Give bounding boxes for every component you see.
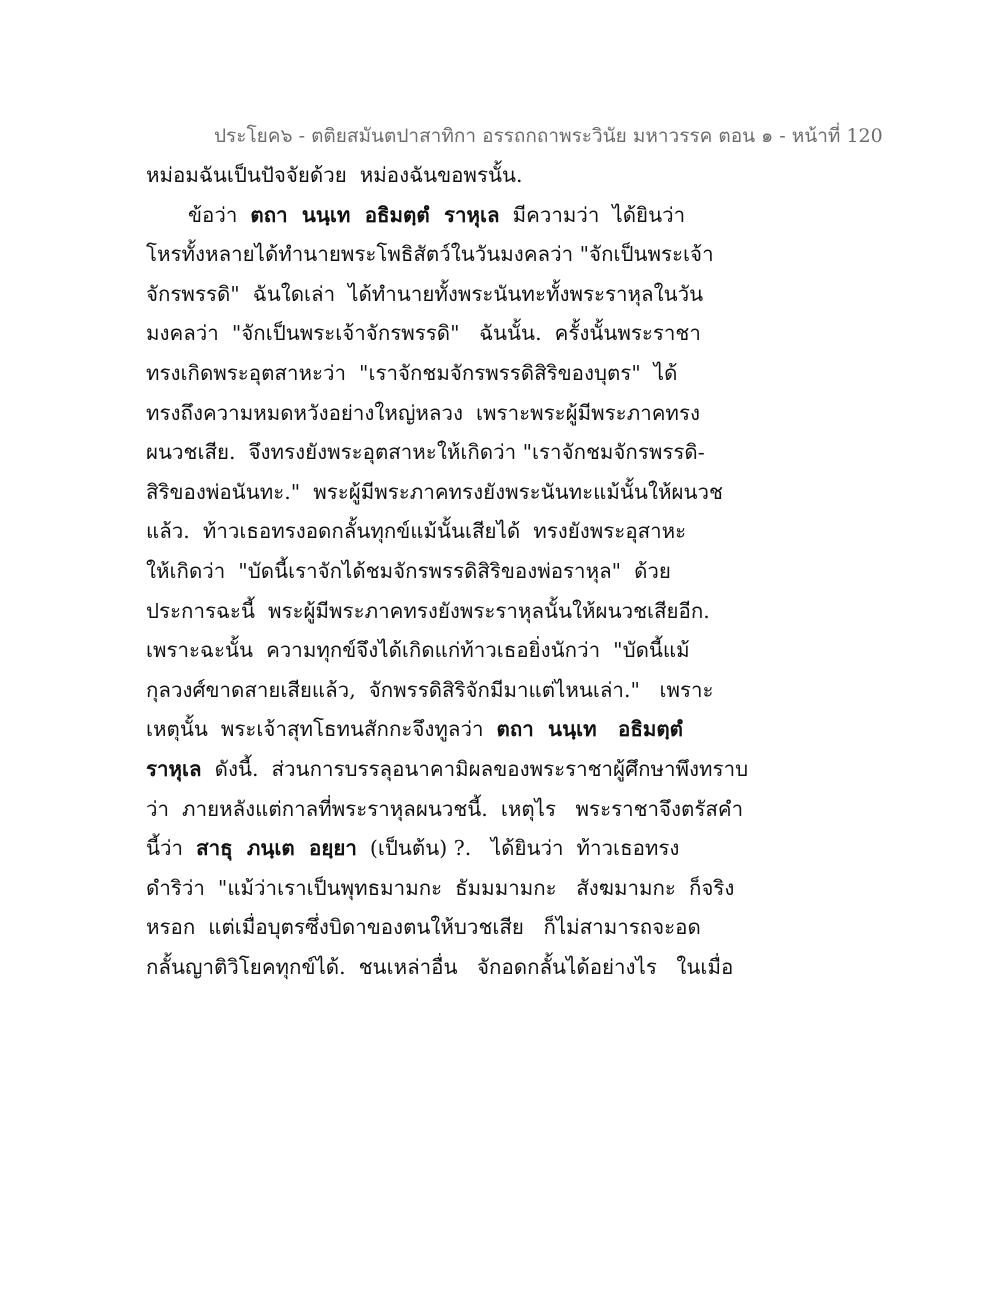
text-segment: มงคลว่า "จักเป็นพระเจ้าจักรพรรดิ" ฉันนั้น. ครั้งนั้นพระราชา [146,321,701,346]
text-segment: เพราะฉะนั้น ความทุกข์จึงได้เกิดแก่ท้าวเธอยิ่งนักว่า "บัดนี้แม้ [146,638,690,663]
text-line [146,908,846,948]
text-line [146,790,846,830]
text-line [146,156,846,196]
text-line [146,275,846,315]
text-line [146,235,846,275]
pali-term: ตถา นนฺเท อธิมตฺตํ [496,717,683,742]
text-segment: กลั้นญาติวิโยคทุกข์ได้. ชนเหล่าอื่น จักอดกลั้นได้อย่างไร ในเมื่อ [146,954,734,979]
text-segment: ให้เกิดว่า "บัดนี้เราจักได้ชมจักรพรรดิสิริของพ่อราหุล" ด้วย [146,558,671,583]
text-line [146,671,846,711]
text-segment: ทรงเกิดพระอุตสาหะว่า "เราจักชมจักรพรรดิสิริของบุตร" ได้ [146,360,678,385]
text-line [146,592,846,632]
text-line [146,552,846,592]
text-segment: สิริของพ่อนันทะ." พระผู้มีพระภาคทรงยังพระนันทะแม้นั้นให้ผนวช [146,479,723,504]
text-line [146,354,846,394]
text-line [146,869,846,909]
text-segment: โหรทั้งหลายได้ทำนายพระโพธิสัตว์ในวันมงคลว่า "จักเป็นพระเจ้า [146,242,714,267]
text-segment: ข้อว่า [188,202,251,227]
pali-term: ราหุเล [146,756,202,781]
text-line [146,710,846,750]
text-segment: หม่อมฉันเป็นปัจจัยด้วย หม่องฉันขอพรนั้น. [146,163,523,187]
running-header: ประโยค๖ - ตติยสมันตปาสาทิกา อรรถกถาพระวินัย มหาวรรค ตอน ๑ - หน้าที่ 120 [214,125,883,147]
text-segment: มีความว่า ได้ยินว่า [499,202,686,227]
text-segment: จักรพรรดิ" ฉันใดเล่า ได้ทำนายทั้งพระนันทะทั้งพระราหุลในวัน [146,281,704,306]
text-line [146,473,846,513]
text-line [146,829,846,869]
pali-term: สาธุ ภนฺเต อยฺยา [196,836,357,861]
text-segment: ทรงถึงความหมดหวังอย่างใหญ่หลวง เพราะพระผู้มีพระภาคทรง [146,400,700,425]
text-segment: ประการฉะนี้ พระผู้มีพระภาคทรงยังพระราหุลนั้นให้ผนวชเสียอีก. [146,598,710,623]
text-segment: เหตุนั้น พระเจ้าสุทโธทนสักกะจึงทูลว่า [146,717,497,742]
body-text [146,156,846,987]
text-segment: หรอก แต่เมื่อบุตรซึ่งบิดาของตนให้บวชเสีย ก็ไม่สามารถจะอด [146,915,701,940]
text-segment: ว่า ภายหลังแต่กาลที่พระราหุลผนวชนี้. เหตุไร พระราชาจึงตรัสคำ [146,796,744,821]
text-segment: ดำริว่า "แม้ว่าเราเป็นพุทธมามกะ ธัมมมามกะ สังฆมามกะ ก็จริง [146,875,735,900]
text-line [146,394,846,434]
pali-term: ตถา นนฺเท อธิมตฺตํ ราหุเล [250,202,500,227]
text-line [146,196,846,236]
text-line [146,512,846,552]
text-line [146,750,846,790]
text-line [146,948,846,988]
text-line [146,631,846,671]
text-segment: นี้ว่า [146,836,197,861]
text-segment: กุลวงศ์ขาดสายเสียแล้ว, จักพรรดิสิริจักมีมาแต่ไหนเล่า." เพราะ [146,677,714,702]
text-line [146,314,846,354]
text-segment: ดังนี้. ส่วนการบรรลุอนาคามิผลของพระราชาผู้ศึกษาพึงทราบ [201,756,749,781]
text-segment: แล้ว. ท้าวเธอทรงอดกลั้นทุกข์แม้นั้นเสียได้ ทรงยังพระอุสาหะ [146,519,687,544]
text-segment: ผนวชเสีย. จึงทรงยังพระอุตสาหะให้เกิดว่า "เราจักชมจักรพรรดิ- [146,440,705,465]
text-segment: (เป็นต้น) ?. ได้ยินว่า ท้าวเธอทรง [356,836,680,861]
text-line [146,433,846,473]
